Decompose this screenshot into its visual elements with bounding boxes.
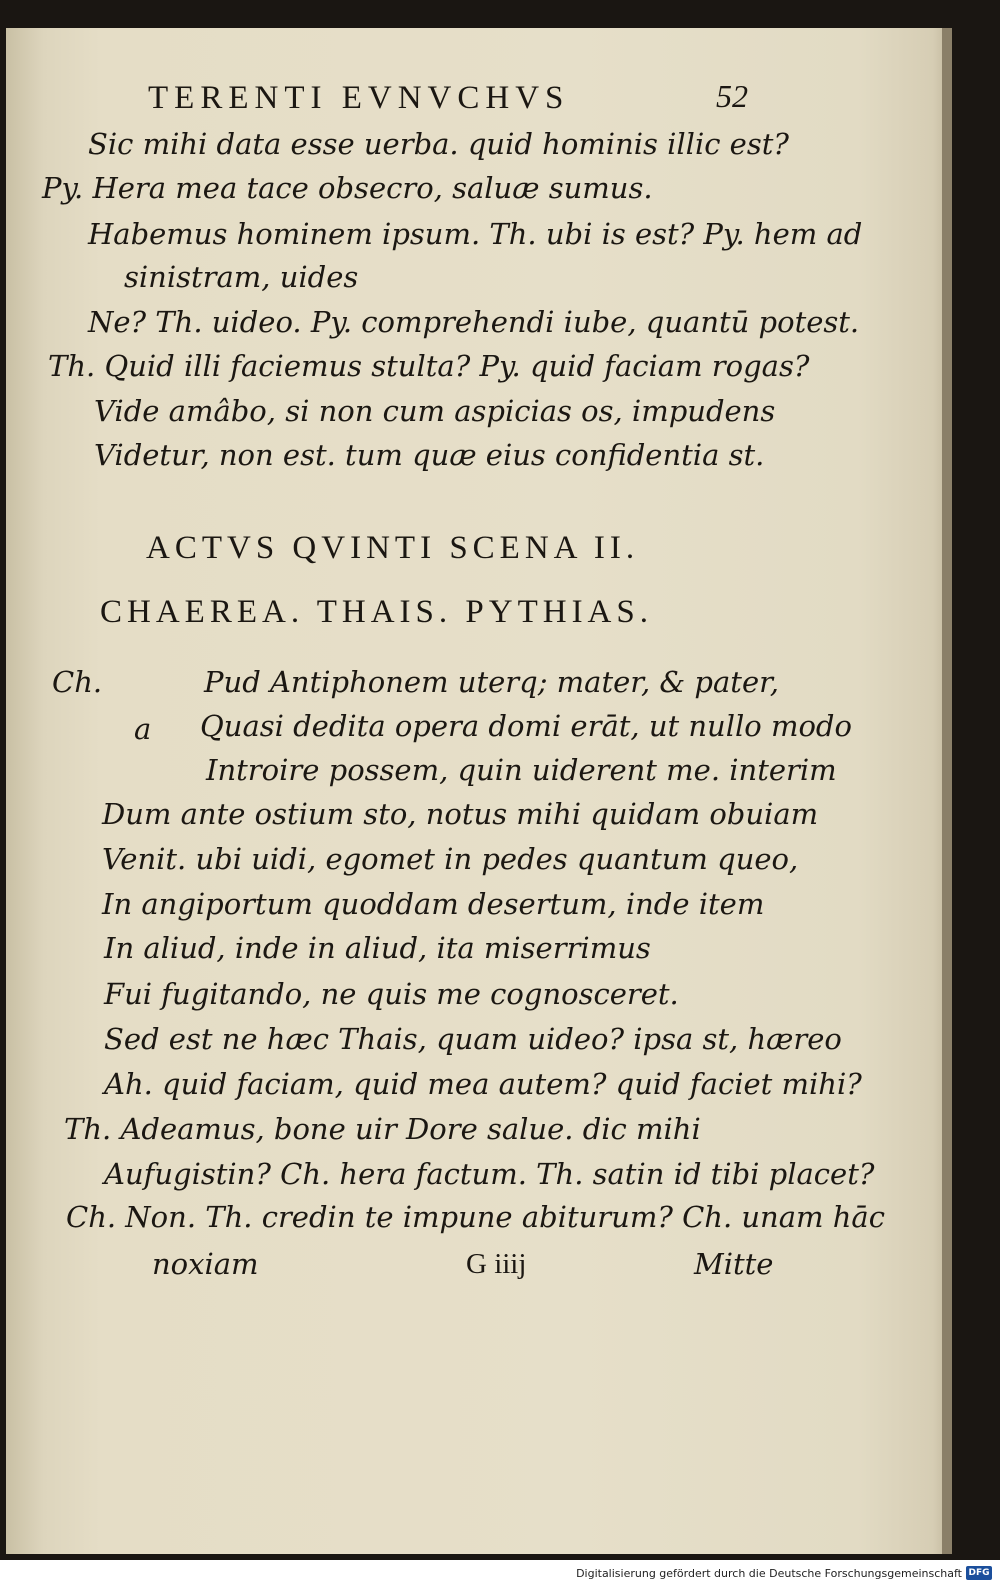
catchword-left: noxiam <box>152 1247 259 1281</box>
verse-line: Th. Quid illi faciemus stulta? Py. quid faciam rogas? <box>48 349 810 383</box>
verse-line: Videtur, non est. tum quæ eius confidentia st. <box>94 438 765 472</box>
verse-line: In aliud, inde in aliud, ita miserrimus <box>104 931 651 965</box>
verse-line: Sed est ne hæc Thais, quam uideo? ipsa st, hæreo <box>104 1022 842 1056</box>
verse-line: Th. Adeamus, bone uir Dore salue. dic mihi <box>64 1112 701 1146</box>
speaker-tag: Ch. <box>52 665 103 699</box>
book-page <box>6 28 952 1554</box>
verse-line: In angiportum quoddam desertum, inde item <box>102 887 765 921</box>
verse-line: Sic mihi data esse uerba. quid hominis illic est? <box>88 127 789 161</box>
act-heading: ACTVS QVINTI SCENA II. <box>146 530 640 566</box>
initial-guide-letter: a <box>134 712 152 746</box>
cast-heading: CHAEREA. THAIS. PYTHIAS. <box>100 594 653 630</box>
page-edge <box>942 28 952 1554</box>
running-head: TERENTI EVNVCHVS <box>148 80 570 116</box>
verse-line: Introire possem, quin uiderent me. interim <box>206 753 837 787</box>
verse-line: Quasi dedita opera domi erāt, ut nullo modo <box>200 709 852 743</box>
catchword-right: Mitte <box>694 1247 774 1281</box>
verse-line: Ne? Th. uideo. Py. comprehendi iube, quantū potest. <box>88 305 860 339</box>
verse-line: Ch. Non. Th. credin te impune abiturum? Ch. unam hāc <box>66 1200 885 1234</box>
verse-line: Habemus hominem ipsum. Th. ubi is est? Py. hem ad <box>88 217 863 251</box>
verse-line: Fui fugitando, ne quis me cognosceret. <box>104 977 679 1011</box>
verse-line: Vide amâbo, si non cum aspicias os, impudens <box>94 394 776 428</box>
verse-line: Venit. ubi uidi, egomet in pedes quantum queo, <box>102 842 799 876</box>
verse-line: Pud Antiphonem uterq; mater, & pater, <box>204 665 780 699</box>
verse-line: Py. Hera mea tace obsecro, saluæ sumus. <box>42 171 653 205</box>
verse-line: Ah. quid faciam, quid mea autem? quid faciet mihi? <box>104 1067 862 1101</box>
folio-number: 52 <box>716 78 748 114</box>
dfg-logo: DFG <box>966 1566 992 1580</box>
digitization-credit: Digitalisierung gefördert durch die Deutsche Forschungsgemeinschaft <box>576 1567 962 1580</box>
verse-line: sinistram, uides <box>124 260 359 294</box>
verse-line: Aufugistin? Ch. hera factum. Th. satin id tibi placet? <box>104 1157 875 1191</box>
signature-mark: G iiij <box>466 1248 527 1280</box>
verse-line: Dum ante ostium sto, notus mihi quidam obuiam <box>102 797 819 831</box>
